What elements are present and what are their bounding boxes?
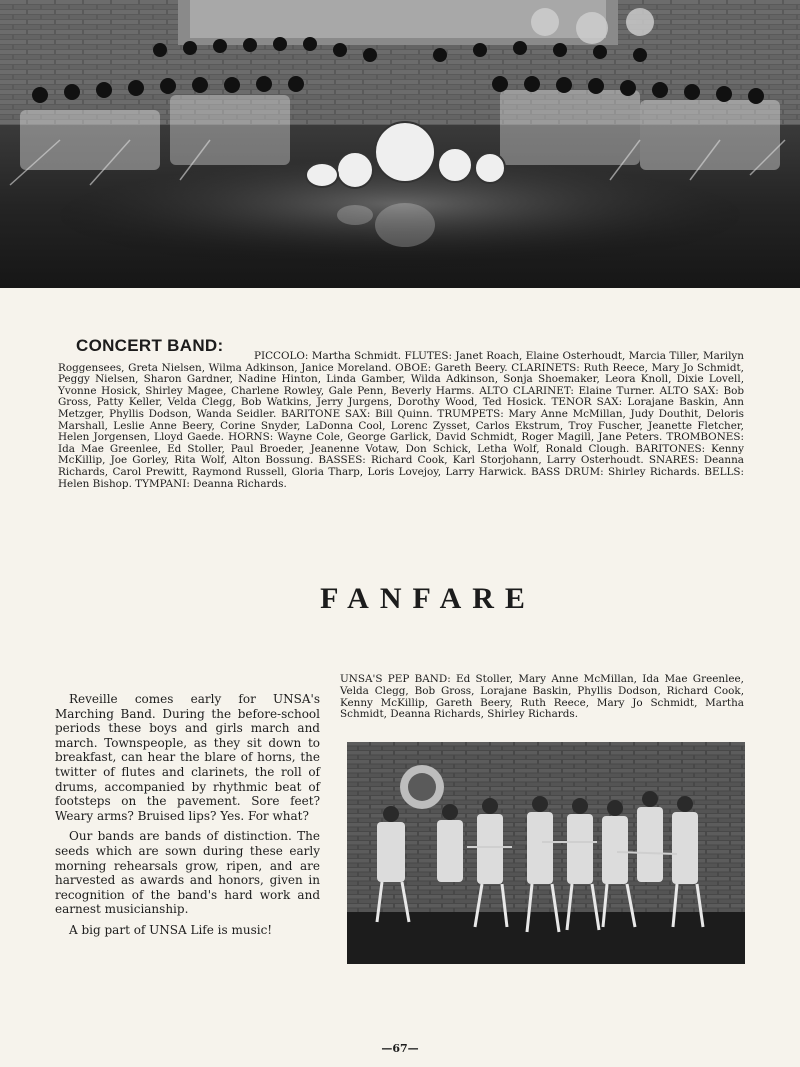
concert-band-photo <box>0 0 800 288</box>
story-paragraph: Reveille comes early for UNSA's Marching Band. During the before-school periods these boys and girls march and march. Townspeople, as they sit down to breakfast, can hear the blare of horns, the twitter of flutes and clarinets, the roll of drums, accompanied by rhythmic beat of footsteps on the pavement. Sore feet? Weary arms? Bruised lips? Yes. For what? <box>55 692 320 823</box>
pep-band-roster: UNSA'S PEP BAND: Ed Stoller, Mary Anne McMillan, Ida Mae Greenlee, Velda Clegg, Bob Gross, Lorajane Baskin, Phyllis Dodson, Richard Cook, Kenny McKillip, Gareth Beery, Ruth Reece, Mary Jo Schmidt, Martha Schmidt, Deanna Richards, Shirley Richards. <box>340 673 744 721</box>
page-number: —67— <box>381 1042 419 1055</box>
concert-band-roster: PICCOLO: Martha Schmidt. FLUTES: Janet Roach, Elaine Osterhoudt, Marcia Tiller, Marilyn Roggensees, Greta Nielsen, Wilma Adkinson, Janice Moreland. OBOE: Gareth Beery. CLARINETS: Ruth Reece, Mary Jo Schmidt, Peggy Nielsen, Sharon Gardner, Nadine Hinton, Linda Gamber, Wilda Adkinson, Sonja Shoemaker, Leora Knoll, Dixie Lovell, Yvonne Hosick, Shirley Magee, Charlene Rowley, Gale Penn, Beverly Harms. ALTO CLARINET: Elaine Turner. ALTO SAX: Bob Gross, Patty Keller, Velda Clegg, Bob Watkins, Jerry Jurgens, Dorothy Wood, Ted Hosick. TENOR SAX: Lorajane Baskin, Ann Metzger, Phyllis Dodson, Wanda Seidler. BARITONE SAX: Bill Quinn. TRUMPETS: Mary Anne McMillan, Judy Douthit, Deloris Marshall, Leslie Anne Beery, Corine Snyder, LaDonna Cool, Lorenc Zysset, Carlos Ekstrum, Troy Fuscher, Jeanette Fletcher, Helen Jorgensen, Lloyd Gaede. HORNS: Wayne Cole, George Garlick, David Schmidt, Roger Magill, Jane Peters. TROMBONES: Ida Mae Greenlee, Ed Stoller, Paul Broeder, Jeanenne Votaw, Don Schick, Letha Wolf, Ronald Clough. BARITONES: Kenny McKillip, Joe Gorley, Rita Wolf, Alton Bossung. BASSES: Richard Cook, Karl Storjohann, Larry Osterhoudt. SNARES: Deanna Richards, Carol Prewitt, Raymond Russell, Gloria Tharp, Loris Lovejoy, Larry Harwick. BASS DRUM: Shirley Richards. BELLS: Helen Bishop. TYMPANI: Deanna Richards. <box>58 350 744 490</box>
fanfare-story <box>55 692 320 944</box>
pep-band-photo <box>347 742 745 964</box>
story-paragraph: Our bands are bands of distinction. The seeds which are sown during these early morning rehearsals grow, ripen, and are harvested as awards and honors, given in recognition of the band's hard work and earnest musicianship. <box>55 829 320 917</box>
concert-band-heading: CONCERT BAND: <box>76 336 224 355</box>
fanfare-title: FANFARE <box>320 582 536 615</box>
story-paragraph: A big part of UNSA Life is music! <box>69 922 273 937</box>
